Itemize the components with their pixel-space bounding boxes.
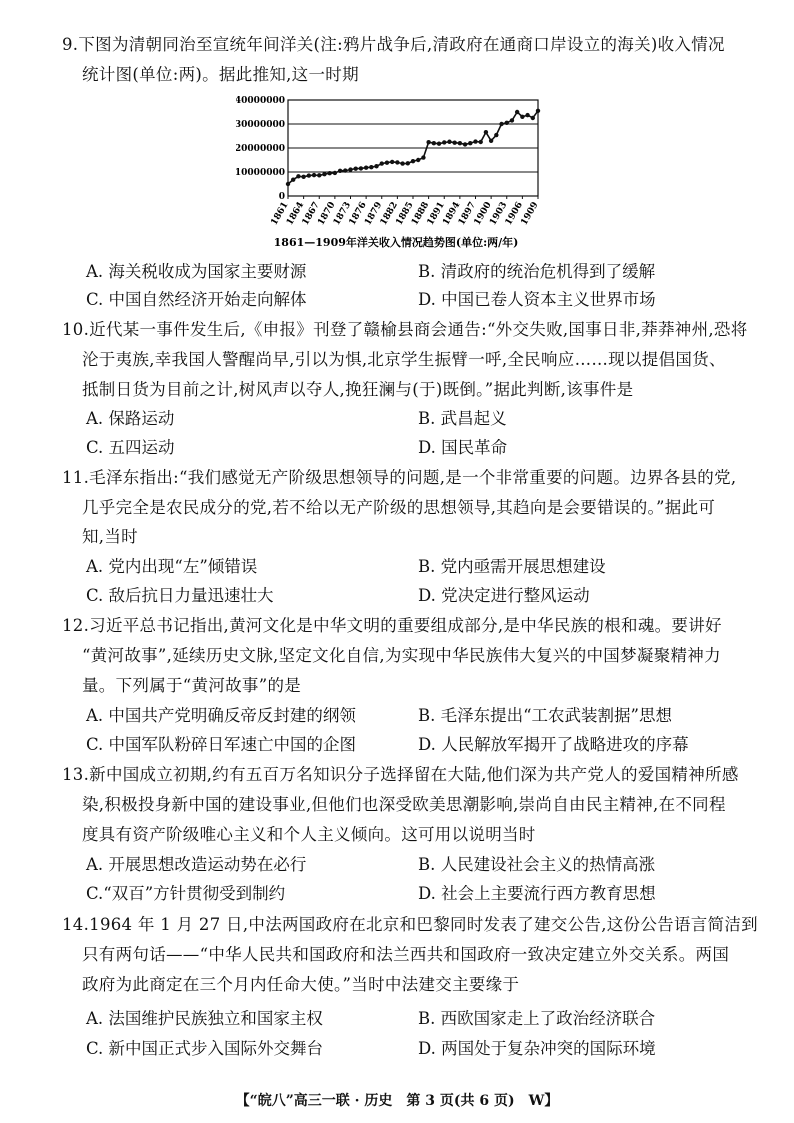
- data-point: [380, 161, 384, 165]
- q11-option-a[interactable]: A. 党内出现“左”倾错误: [86, 557, 258, 576]
- data-point: [452, 141, 456, 145]
- data-point: [515, 110, 519, 114]
- y-tick-label: 0: [278, 192, 285, 202]
- data-point: [447, 140, 451, 144]
- data-point: [364, 165, 368, 169]
- chart-svg: [236, 92, 558, 252]
- q10-option-c[interactable]: C. 五四运动: [86, 438, 175, 457]
- x-tick-label: 1894: [441, 200, 463, 228]
- q14-option-a[interactable]: A. 法国维护民族独立和国家主权: [86, 1009, 323, 1028]
- q13-option-a[interactable]: A. 开展思想改造运动势在必行: [86, 855, 307, 874]
- data-point: [468, 141, 472, 145]
- y-tick-label: 20000000: [236, 144, 285, 154]
- q12-line-2: “黄河故事”,延续历史文脉,坚定文化自信,为实现中华民族伟大复兴的中国梦凝聚精神力: [82, 646, 721, 665]
- series-points: [286, 109, 540, 187]
- data-point: [536, 109, 540, 113]
- data-point: [395, 160, 399, 164]
- q14-line-1: 14.1964 年 1 月 27 日,中法两国政府在北京和巴黎同时发表了建交公告,这份公告语言简洁到: [62, 915, 758, 934]
- q14-line-3: 政府为此商定在三个月内任命大使。”当时中法建交主要缘于: [82, 975, 520, 994]
- x-tick-label: 1897: [456, 200, 479, 228]
- q11-option-d[interactable]: D. 党决定进行整风运动: [418, 586, 590, 605]
- q11-line-1: 11.毛泽东指出:“我们感觉无产阶级思想领导的问题,是一个非常重要的问题。边界各县的党,: [62, 468, 737, 487]
- q11-option-c[interactable]: C. 敌后抗日力量迅速壮大: [86, 586, 274, 605]
- x-tick-label: 1888: [410, 200, 432, 228]
- q10-option-a[interactable]: A. 保路运动: [86, 409, 175, 428]
- q9-option-b[interactable]: B. 清政府的统治危机得到了缓解: [418, 262, 656, 281]
- q12-option-a[interactable]: A. 中国共产党明确反帝反封建的纲领: [86, 706, 356, 725]
- data-point: [494, 133, 498, 137]
- x-tick-label: 1900: [472, 200, 494, 228]
- data-point: [406, 161, 410, 165]
- q14-option-d[interactable]: D. 两国处于复杂冲突的国际环境: [418, 1039, 656, 1058]
- q9-option-a[interactable]: A. 海关税收成为国家主要财源: [86, 262, 307, 281]
- data-point: [301, 175, 305, 179]
- data-point: [458, 141, 462, 145]
- y-tick-label: 40000000: [236, 96, 285, 106]
- q13-line-1: 13.新中国成立初期,约有五百万名知识分子选择留在大陆,他们深为共产党人的爱国精神所感: [62, 765, 739, 784]
- q13-option-d[interactable]: D. 社会上主要流行西方教育思想: [418, 884, 656, 903]
- income-trend-chart: [236, 92, 558, 252]
- x-tick-label: 1909: [519, 200, 541, 228]
- q12-line-3: 量。下列属于“黄河故事”的是: [82, 676, 302, 695]
- x-tick-label: 1864: [285, 200, 307, 228]
- data-point: [437, 141, 441, 145]
- q9-option-c[interactable]: C. 中国自然经济开始走向解体: [86, 290, 307, 309]
- data-point: [322, 172, 326, 176]
- data-point: [333, 171, 337, 175]
- data-point: [525, 113, 529, 117]
- x-tick-label: 1903: [488, 200, 510, 228]
- y-tick-labels: [236, 96, 285, 202]
- q12-option-c[interactable]: C. 中国军队粉碎日军速亡中国的企图: [86, 735, 357, 754]
- x-tick-label: 1861: [269, 200, 291, 228]
- q10-option-d[interactable]: D. 国民革命: [418, 438, 508, 457]
- q11-line-3: 知,当时: [82, 527, 138, 546]
- x-tick-label: 1870: [316, 200, 338, 228]
- data-point: [505, 121, 509, 125]
- data-point: [510, 118, 514, 122]
- data-point: [286, 182, 290, 186]
- data-point: [411, 159, 415, 163]
- chart-title: 1861—1909年洋关收入情况趋势图(单位:两/年): [273, 236, 519, 249]
- data-point: [432, 141, 436, 145]
- q13-option-b[interactable]: B. 人民建设社会主义的热情高涨: [418, 855, 656, 874]
- data-point: [312, 173, 316, 177]
- q12-line-1: 12.习近平总书记指出,黄河文化是中华文明的重要组成部分,是中华民族的根和魂。要讲好: [62, 616, 722, 635]
- data-point: [385, 160, 389, 164]
- data-point: [484, 130, 488, 134]
- data-point: [374, 164, 378, 168]
- q10-line-2: 沦于夷族,幸我国人警醒尚早,引以为惧,北京学生振臂一呼,全民响应……现以提倡国货、: [82, 350, 726, 369]
- data-point: [473, 139, 477, 143]
- x-tick-label: 1879: [363, 200, 385, 228]
- data-point: [343, 168, 347, 172]
- q9-option-d[interactable]: D. 中国已卷人资本主义世界市场: [418, 290, 656, 309]
- data-point: [307, 173, 311, 177]
- q13-option-c[interactable]: C.“双百”方针贯彻受到制约: [86, 884, 286, 903]
- grid-lines: [288, 124, 538, 172]
- y-tick-label: 30000000: [236, 120, 285, 130]
- q12-option-b[interactable]: B. 毛泽东提出“工农武装割据”思想: [418, 706, 672, 725]
- y-tick-label: 10000000: [236, 168, 285, 178]
- x-tick-label: 1867: [300, 200, 322, 228]
- data-point: [463, 142, 467, 146]
- q14-option-b[interactable]: B. 西欧国家走上了政治经济联合: [418, 1009, 656, 1028]
- x-tick-label: 1891: [425, 200, 447, 228]
- q9-line-1: 9.下图为清朝同治至宣统年间洋关(注:鸦片战争后,清政府在通商口岸设立的海关)收入情况: [62, 35, 725, 54]
- data-point: [369, 165, 373, 169]
- q11-line-2: 几乎完全是农民成分的党,若不给以无产阶级的思想领导,其趋向是会要错误的。”据此可: [82, 498, 716, 517]
- data-point: [296, 174, 300, 178]
- q9-line-2: 统计图(单位:两)。据此推知,这一时期: [82, 65, 359, 84]
- x-tick-label: 1873: [331, 200, 354, 228]
- data-point: [390, 160, 394, 164]
- data-point: [520, 115, 524, 119]
- q11-option-b[interactable]: B. 党内亟需开展思想建设: [418, 557, 606, 576]
- data-point: [291, 177, 295, 181]
- x-tick-label: 1882: [378, 200, 400, 228]
- data-point: [416, 158, 420, 162]
- x-tick-label: 1906: [503, 200, 525, 228]
- data-point: [348, 167, 352, 171]
- q13-line-3: 度具有资产阶级唯心主义和个人主义倾向。这可用以说明当时: [82, 825, 536, 844]
- q10-option-b[interactable]: B. 武昌起义: [418, 409, 507, 428]
- x-tick-label: 1876: [347, 200, 369, 228]
- q12-option-d[interactable]: D. 人民解放军揭开了战略进攻的序幕: [418, 735, 689, 754]
- data-point: [499, 122, 503, 126]
- data-point: [400, 161, 404, 165]
- x-tick-labels: [269, 196, 540, 227]
- data-point: [426, 140, 430, 144]
- q13-line-2: 染,积极投身新中国的建设事业,但他们也深受欧美思潮影响,崇尚自由民主精神,在不同程: [82, 795, 726, 814]
- data-point: [421, 155, 425, 159]
- data-point: [489, 139, 493, 143]
- data-point: [327, 171, 331, 175]
- q14-line-2: 只有两句话——“中华人民共和国政府和法兰西共和国政府一致决定建立外交关系。两国: [82, 945, 730, 964]
- x-tick-label: 1885: [394, 200, 416, 228]
- data-point: [359, 166, 363, 170]
- q10-line-3: 抵制日货为目前之计,树风声以夺人,挽狂澜与(于)既倒。”据此判断,该事件是: [82, 380, 634, 399]
- data-point: [317, 173, 321, 177]
- page-footer: 【“皖八”高三一联 · 历史 第 3 页(共 6 页) W】: [235, 1093, 559, 1109]
- data-point: [531, 116, 535, 120]
- q14-option-c[interactable]: C. 新中国正式步入国际外交舞台: [86, 1039, 324, 1058]
- data-point: [442, 140, 446, 144]
- data-point: [354, 166, 358, 170]
- data-point: [479, 140, 483, 144]
- q10-line-1: 10.近代某一事件发生后,《申报》刊登了赣榆县商会通告:“外交失败,国事日非,莽莽神州,恐将: [62, 320, 748, 339]
- data-point: [338, 169, 342, 173]
